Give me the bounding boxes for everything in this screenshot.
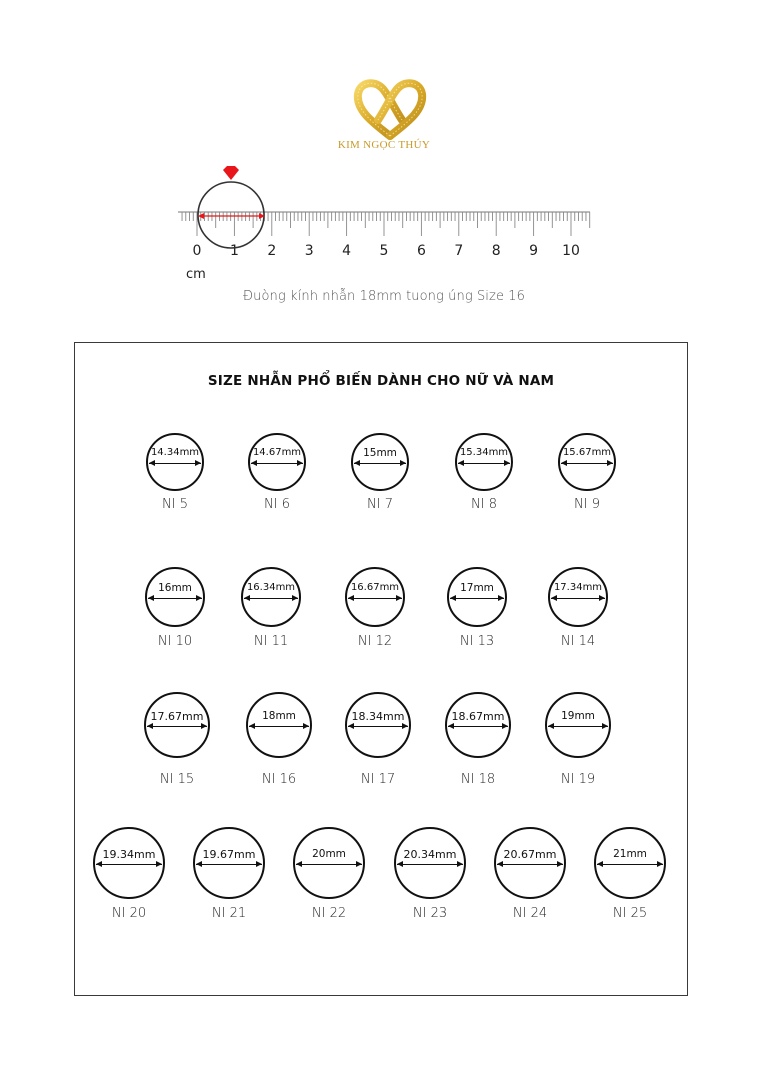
ring-size-label: NI 8 [471, 497, 497, 512]
ring-size-label: NI 14 [560, 634, 596, 649]
ring-size-circle [145, 567, 205, 627]
ring-size-label: NI 25 [612, 906, 648, 921]
ring-size-circle [193, 827, 265, 899]
ring-size-circle [494, 827, 566, 899]
diameter-value: 19mm [561, 710, 595, 722]
ruler-tick-label: 10 [562, 243, 580, 259]
diameter-value: 20.67mm [503, 848, 557, 861]
ring-size-label: NI 15 [159, 772, 195, 787]
double-arrow-icon [249, 726, 309, 727]
double-arrow-icon [354, 463, 406, 464]
double-arrow-icon [196, 864, 262, 865]
ring-size-label: NI 18 [460, 772, 496, 787]
ruler-tick-label: 4 [342, 243, 352, 259]
double-arrow-icon [296, 864, 362, 865]
ring-size-circle [545, 692, 611, 758]
diameter-value: 16mm [158, 582, 192, 594]
ring-size-circle [447, 567, 507, 627]
unit-label: cm [186, 267, 206, 282]
ring-size-label: NI 21 [211, 906, 247, 921]
ring-size-label: NI 10 [157, 634, 193, 649]
diameter-value: 15.34mm [459, 447, 509, 458]
ring-size-circle [345, 692, 411, 758]
diameter-value: 19.67mm [202, 848, 256, 861]
ring-size-label: NI 12 [357, 634, 393, 649]
diameter-value: 18.67mm [451, 710, 505, 723]
ring-size-circle [144, 692, 210, 758]
ring-size-label: NI 16 [261, 772, 297, 787]
ring-size-label: NI 24 [512, 906, 548, 921]
ring-size-circle [394, 827, 466, 899]
double-arrow-icon [148, 598, 202, 599]
ring-size-label: NI 7 [367, 497, 393, 512]
double-arrow-icon [548, 726, 608, 727]
double-arrow-icon [450, 598, 504, 599]
ring-size-circle [248, 433, 306, 491]
diameter-value: 17mm [460, 582, 494, 594]
diameter-value: 15mm [363, 447, 397, 459]
double-arrow-icon [497, 864, 563, 865]
ring-size-circle [293, 827, 365, 899]
diameter-value: 17.67mm [150, 710, 204, 723]
ring-size-label: NI 9 [574, 497, 600, 512]
double-arrow-icon [551, 598, 605, 599]
diameter-value: 21mm [613, 848, 647, 860]
brand-name: KIM NGỌC THÚY [337, 139, 431, 151]
ring-size-circle [241, 567, 301, 627]
double-arrow-icon [244, 598, 298, 599]
ring-size-circle [146, 433, 204, 491]
double-arrow-icon [561, 463, 613, 464]
ring-size-label: NI 23 [412, 906, 448, 921]
ruler-tick-label: 9 [529, 243, 539, 259]
ruler [170, 160, 610, 290]
ruler-diagram [170, 160, 610, 290]
double-arrow-icon [448, 726, 508, 727]
ring-size-label: NI 11 [253, 634, 289, 649]
double-arrow-icon [251, 463, 303, 464]
diameter-value: 18mm [262, 710, 296, 722]
ring-size-circle [455, 433, 513, 491]
diameter-value: 14.67mm [252, 447, 302, 458]
ruler-tick-label: 6 [416, 243, 426, 259]
ring-size-circle [445, 692, 511, 758]
ring-size-circle [594, 827, 666, 899]
ring-size-label: NI 13 [459, 634, 495, 649]
ring-size-label: NI 20 [111, 906, 147, 921]
ruler-tick-label: 5 [379, 243, 389, 259]
diameter-value: 17.34mm [553, 582, 603, 593]
ruler-tick-label: 1 [229, 243, 239, 259]
ruler-caption: Đuòng kính nhẫn 18mm tuong úng Size 16 [242, 289, 526, 304]
ring-size-circle [93, 827, 165, 899]
ring-size-circle [558, 433, 616, 491]
double-arrow-icon [149, 463, 201, 464]
diameter-value: 15.67mm [562, 447, 612, 458]
double-arrow-icon [348, 598, 402, 599]
ruler-tick-label: 3 [304, 243, 314, 259]
size-chart-title: SIZE NHẪN PHỔ BIẾN DÀNH CHO NỮ VÀ NAM [207, 373, 555, 389]
double-arrow-icon [147, 726, 207, 727]
double-arrow-icon [348, 726, 408, 727]
red-diamond-icon [223, 166, 239, 180]
ruler-tick-label: 7 [454, 243, 464, 259]
ruler-tick-label: 0 [192, 243, 202, 259]
diameter-value: 18.34mm [351, 710, 405, 723]
ring-size-label: NI 5 [162, 497, 188, 512]
ruler-tick-label: 8 [491, 243, 501, 259]
double-arrow-icon [458, 463, 510, 464]
interlocked-rings-heart-icon [350, 78, 430, 140]
diameter-value: 20.34mm [403, 848, 457, 861]
diameter-value: 14.34mm [150, 447, 200, 458]
ring-size-circle [351, 433, 409, 491]
diameter-value: 16.34mm [246, 582, 296, 593]
ring-size-circle [548, 567, 608, 627]
ring-size-label: NI 22 [311, 906, 347, 921]
diameter-value: 19.34mm [102, 848, 156, 861]
double-arrow-icon [397, 864, 463, 865]
double-arrow-icon [96, 864, 162, 865]
ring-size-label: NI 19 [560, 772, 596, 787]
diameter-value: 20mm [312, 848, 346, 860]
ring-size-label: NI 17 [360, 772, 396, 787]
ruler-tick-label: 2 [267, 243, 277, 259]
ring-size-label: NI 6 [264, 497, 290, 512]
ring-size-circle [246, 692, 312, 758]
double-arrow-icon [597, 864, 663, 865]
diameter-value: 16.67mm [350, 582, 400, 593]
ring-size-circle [345, 567, 405, 627]
